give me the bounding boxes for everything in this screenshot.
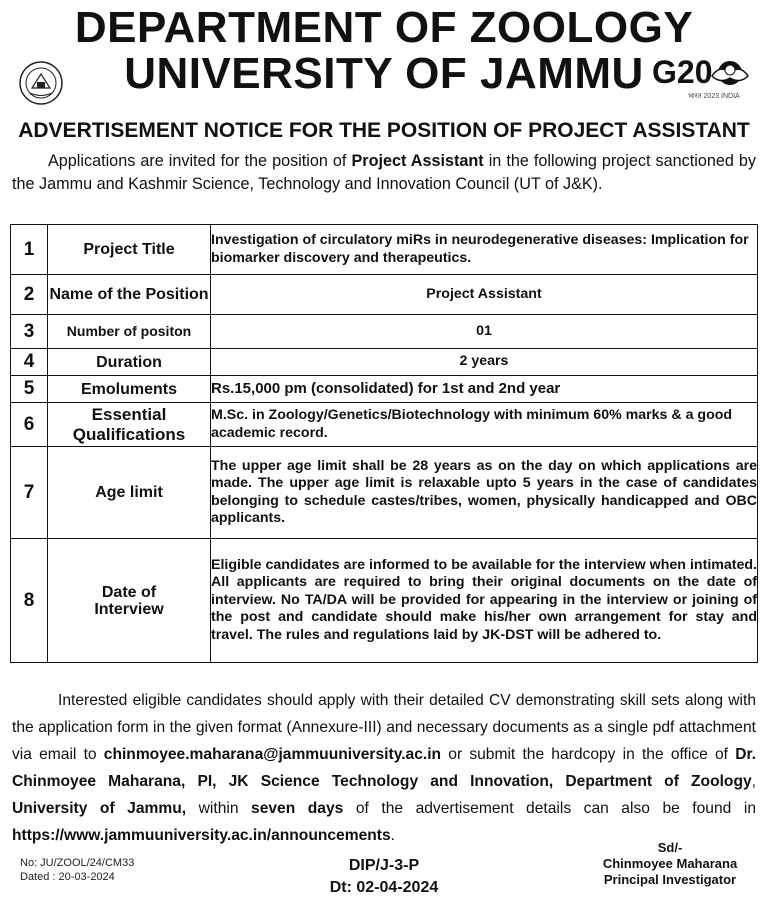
university-name: University of Jammu, bbox=[12, 800, 187, 817]
table-row bbox=[11, 539, 758, 663]
table-row bbox=[11, 225, 758, 275]
deadline: seven days bbox=[251, 800, 344, 817]
application-instructions bbox=[12, 687, 756, 849]
row-value: The upper age limit shall be 28 years as on the day on which applications are made. The upper age limit is relaxable upto 5 years in the case of candidates belonging to schedule castes/tribes, women, physically handicapped and OBC applicants. bbox=[211, 447, 758, 539]
g20-logo-text: G20 bbox=[652, 54, 713, 90]
intro-position: Project Assistant bbox=[351, 152, 484, 170]
row-value: 01 bbox=[211, 315, 758, 349]
signatory-name: Chinmoyee Maharana bbox=[602, 856, 738, 871]
row-label: Essential Qualifications bbox=[48, 403, 211, 447]
row-label: Number of positon bbox=[48, 315, 211, 349]
row-number: 8 bbox=[11, 539, 48, 663]
table-row bbox=[11, 275, 758, 315]
row-label: Emoluments bbox=[48, 376, 211, 403]
dip-code: DIP/J-3-P bbox=[348, 857, 420, 874]
row-label: Project Title bbox=[48, 225, 211, 275]
row-value: Project Assistant bbox=[211, 275, 758, 315]
signatory-role: Principal Investigator bbox=[603, 872, 737, 887]
dip-date: Dt: 02-04-2024 bbox=[329, 879, 439, 896]
footer-text: . bbox=[390, 827, 395, 844]
g20-subtext: भारत 2023 INDIA bbox=[688, 93, 740, 100]
row-number: 6 bbox=[11, 403, 48, 447]
contact-email: chinmoyee.maharana@jammuuniversity.ac.in bbox=[103, 746, 442, 763]
g20-logo bbox=[652, 54, 752, 106]
footer-text: , bbox=[751, 773, 756, 790]
row-number: 7 bbox=[11, 447, 48, 539]
notice-title: ADVERTISEMENT NOTICE FOR THE POSITION OF PROJECT ASSISTANT bbox=[18, 119, 750, 142]
lotus-globe-icon bbox=[710, 56, 750, 90]
signature-block bbox=[580, 840, 760, 888]
table-row bbox=[11, 349, 758, 376]
row-number: 2 bbox=[11, 275, 48, 315]
announcement-url: https://www.jammuuniversity.ac.in/announcements bbox=[12, 827, 391, 844]
table-row bbox=[11, 315, 758, 349]
row-value: Eligible candidates are informed to be available for the interview when intimated. All applicants are required to bring their original documents on the date of interview. No TA/DA will be provided for appearing in the interview or joining of the post and candidate should make his/her own arrangement for stay and travel. The rules and regulations laid by JK-DST will be adhered to. bbox=[211, 539, 758, 663]
intro-paragraph bbox=[12, 150, 756, 196]
footer-text: within bbox=[186, 800, 252, 817]
row-number: 5 bbox=[11, 376, 48, 403]
reference-number: No: JU/ZOOL/24/CM33 bbox=[20, 857, 135, 869]
row-value: Investigation of circulatory miRs in neurodegenerative diseases: Implication for biomarker discovery and therapeutics. bbox=[211, 225, 758, 275]
office-address: Dr. Chinmoyee Maharana, PI, JK Science Technology and Innovation, Department of Zoology bbox=[12, 746, 757, 790]
row-number: 4 bbox=[11, 349, 48, 376]
row-number: 1 bbox=[11, 225, 48, 275]
row-number: 3 bbox=[11, 315, 48, 349]
footer-text: or submit the hardcopy in the office of bbox=[441, 746, 736, 763]
footer-text: of the advertisement details can also be found in bbox=[343, 800, 756, 817]
details-table bbox=[10, 224, 758, 663]
intro-text-pre: Applications are invited for the position of bbox=[48, 152, 352, 170]
reference-date: Dated : 20-03-2024 bbox=[20, 871, 115, 883]
row-label: Duration bbox=[48, 349, 211, 376]
signature-sd: Sd/- bbox=[657, 840, 683, 855]
table-row bbox=[11, 447, 758, 539]
row-value: 2 years bbox=[211, 349, 758, 376]
row-label: Age limit bbox=[48, 447, 211, 539]
table-row bbox=[11, 403, 758, 447]
row-value: M.Sc. in Zoology/Genetics/Biotechnology with minimum 60% marks & a good academic record. bbox=[211, 403, 758, 447]
footer-text: Interested eligible candidates should apply with their detailed CV demonstrating skill sets along with the application form in the given format (Annexure-III) and necessary documents as a single pdf attachment via email to bbox=[12, 692, 756, 763]
intro-text-post: in the following project sanctioned by the Jammu and Kashmir Science, Technology and Innovation Council (UT of J&K). bbox=[12, 152, 756, 193]
university-heading: UNIVERSITY OF JAMMU bbox=[124, 49, 644, 98]
university-seal-icon bbox=[18, 60, 64, 106]
department-heading: DEPARTMENT OF ZOOLOGY bbox=[74, 3, 694, 52]
row-value: Rs.15,000 pm (consolidated) for 1st and 2nd year bbox=[211, 376, 758, 403]
row-label: Name of the Position bbox=[48, 275, 211, 315]
row-label: Date of Interview bbox=[48, 539, 211, 663]
table-row bbox=[11, 376, 758, 403]
